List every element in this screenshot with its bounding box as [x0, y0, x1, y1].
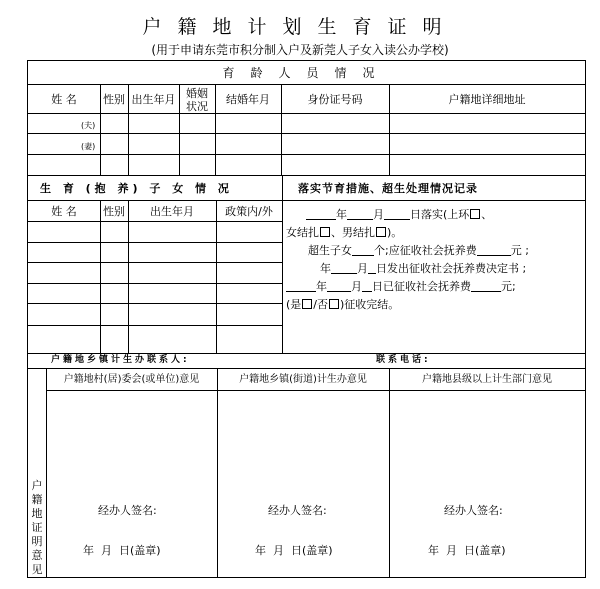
divider: [28, 84, 585, 85]
col-line: [216, 200, 217, 353]
col-line: [215, 84, 216, 175]
col-marital-line1: 婚姻: [186, 87, 208, 100]
section-measures-header: 落实节育措施、超生处理情况记录: [298, 182, 478, 195]
certificate-form: [27, 60, 586, 578]
col-birth: 出生年月: [131, 93, 176, 106]
measures-record: 年 月 日落实(上环 、 女结扎 、男结扎 )。 超生子女 个;应征收社会抚养费 元 ; 年 月 日发出征收社会抚养费决定书 ; 年 月 日已征收社会抚养费 元; (是 /否 )征收完结。: [286, 208, 529, 311]
town-date-stamp: 年 月 日(盖章): [255, 544, 333, 557]
document-title: 户籍地计划生育证明: [142, 16, 458, 38]
ring-checkbox[interactable]: [470, 209, 480, 219]
divider: [28, 368, 585, 369]
row-line: [28, 303, 282, 304]
county-signature-label: 经办人签名:: [444, 504, 503, 517]
col-line: [217, 368, 218, 578]
col-marriage-date: 结婚年月: [226, 93, 270, 106]
children-col-name: 姓 名: [51, 205, 77, 218]
col-line: [281, 84, 282, 175]
town-opinion-header: 户籍地乡镇(街道)计生办意见: [239, 374, 367, 385]
row-line: [28, 242, 282, 243]
col-line: [46, 368, 47, 578]
section-children-header: 生 育 (抱 养) 子 女 情 况: [40, 182, 233, 195]
row-line: [28, 283, 282, 284]
contact-person-label: 户籍地乡镇计生办联系人:: [51, 355, 190, 365]
section-childbearing-header: 育龄人员情况: [222, 66, 391, 80]
row-line: [28, 221, 282, 222]
col-address: 户籍地详细地址: [448, 93, 526, 106]
col-line: [128, 84, 129, 175]
col-marital-line2: 状况: [186, 100, 208, 113]
divider: [46, 390, 585, 391]
col-id-number: 身份证号码: [307, 93, 363, 106]
col-name: 姓 名: [51, 93, 77, 106]
section-divider: [282, 175, 283, 353]
col-line: [179, 84, 180, 175]
children-col-birth: 出生年月: [150, 205, 194, 218]
village-signature-label: 经办人签名:: [98, 504, 157, 517]
wife-label: (妻): [81, 142, 96, 151]
document-subtitle: (用于申请东莞市积分制入户及新莞人子女入读公办学校): [151, 43, 449, 57]
village-date-stamp: 年 月 日(盖章): [83, 544, 161, 557]
row-line: [28, 262, 282, 263]
county-opinion-header: 户籍地县级以上计生部门意见: [422, 374, 552, 385]
row-line: [28, 325, 282, 326]
county-date-stamp: 年 月 日(盖章): [428, 544, 506, 557]
row-line: [28, 133, 585, 134]
row-line: [28, 154, 585, 155]
town-signature-label: 经办人签名:: [268, 504, 327, 517]
children-col-policy: 政策内/外: [225, 205, 273, 218]
no-checkbox[interactable]: [329, 299, 339, 309]
col-line: [100, 84, 101, 175]
contact-phone-label: 联系电话:: [376, 355, 431, 365]
col-line: [389, 368, 390, 578]
opinion-side-label: 户籍地证明意见: [31, 479, 43, 576]
children-col-gender: 性别: [103, 205, 125, 218]
female-ligation-checkbox[interactable]: [320, 227, 330, 237]
row-line: [28, 113, 585, 114]
village-opinion-header: 户籍地村(居)委会(或单位)意见: [63, 374, 200, 385]
col-line: [100, 200, 101, 353]
col-gender: 性别: [103, 93, 125, 106]
col-line: [389, 84, 390, 175]
yes-checkbox[interactable]: [302, 299, 312, 309]
husband-label: (夫): [81, 121, 96, 130]
male-ligation-checkbox[interactable]: [376, 227, 386, 237]
col-line: [128, 200, 129, 353]
divider: [28, 200, 585, 201]
row-line: [28, 175, 585, 176]
